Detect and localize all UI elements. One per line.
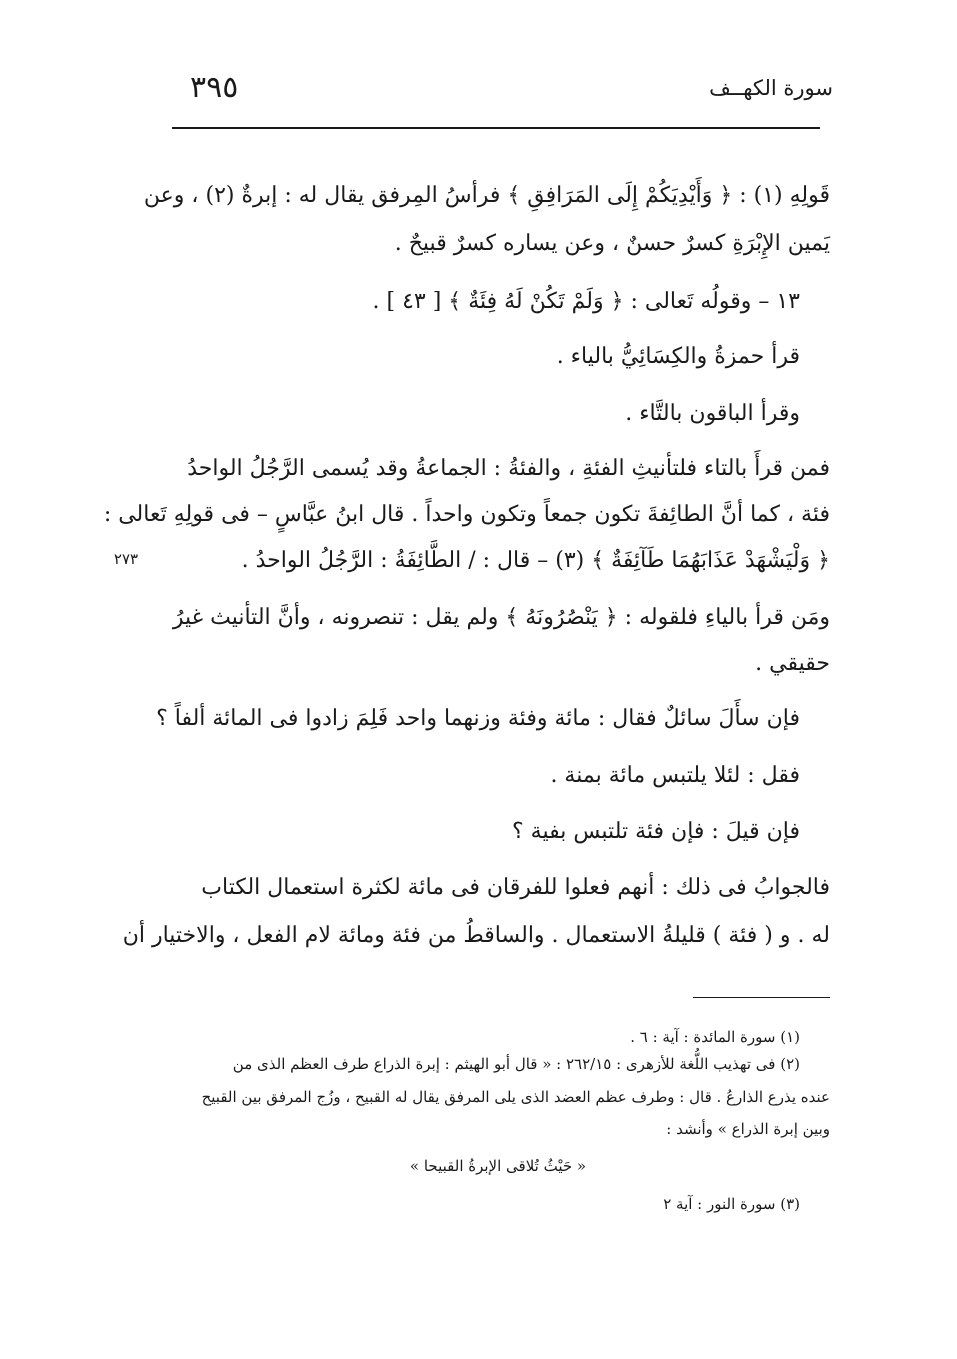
body-line-12: فقل : لئلا يلتبس مائة بمنة . [550, 763, 800, 788]
body-line-2: يَمين الإِبْرَةِ كسرٌ حسنٌ ، وعن يساره كسرٌ قبيحٌ . [394, 231, 830, 256]
body-line-14: فالجوابُ فى ذلك : أنهم فعلوا للفرقان فى مائة لكثرة استعمال الكتاب [201, 875, 830, 900]
footnote-rule [693, 997, 830, 998]
surah-title: سورة الكهــف [709, 76, 833, 100]
body-line-13: فإن قيلَ : فإن فئة تلتبس بفية ؟ [512, 819, 800, 844]
footnote-2-cont-1: عنده يذرع الذارعُ . قال : وطرف عظم العضد الذى يلى المرفق يقال له القبيح ، وزُج المرفق بين القبيح [201, 1088, 830, 1106]
header-rule [172, 127, 820, 129]
body-line-8: ﴿ وَلْيَشْهَدْ عَذَابَهُمَا طَآئِفَةٌ ﴾ (٣) – قال : / الطَّائِفَةُ : الرَّجُلُ الواحدُ . [241, 548, 830, 573]
footnote-1: (١) سورة المائدة : آية : ٦ . [630, 1028, 800, 1046]
body-line-1: قَولِهِ (١) : ﴿ وَأَيْدِيَكُمْ إِلَى المَرَافِقِ ﴾ فرأسُ المِرفق يقال له : إبرةٌ (٢) ، وعن [143, 183, 830, 208]
page-number: ٣٩٥ [190, 70, 239, 105]
body-line-11: فإن سأَلَ سائلٌ فقال : مائة وفئة وزنهما واحد فَلِمَ زادوا فى المائة ألفاً ؟ [156, 706, 800, 731]
body-line-3: ١٣ – وقولُه تَعالى : ﴿ وَلَمْ تَكُنْ لَهُ فِئَةٌ ﴾ [ ٤٣ ] . [372, 289, 800, 314]
margin-page-ref: ٢٧٣ [113, 550, 139, 568]
footnote-3: (٣) سورة النور : آية ٢ [663, 1195, 800, 1213]
body-line-10: حقيقي . [755, 651, 830, 676]
body-line-5: وقرأ الباقون بالتَّاء . [625, 401, 800, 426]
footnote-2-cont-2: وبين إبرة الذراع » وأنشد : [666, 1120, 830, 1138]
body-line-15: له . و ( فئة ) قليلةُ الاستعمال . والساقطُ من فئة ومائة لام الفعل ، والاختيار أن [122, 923, 830, 948]
body-line-7: فئة ، كما أنَّ الطائِفةَ تكون جمعاً وتكون واحداً . قال ابنُ عبَّاسٍ – فى قولِهِ تَعالى : [103, 502, 830, 527]
body-line-6: فمن قرأَ بالتاء فلتأنيثِ الفئةِ ، والفئةُ : الجماعةُ وقد يُسمى الرَّجُلُ الواحدُ [187, 456, 830, 481]
footnote-2: (٢) فى تهذيب اللُّغة للأزهرى : ٢٦٢/١٥ : « قال أبو الهيثم : إبرة الذراع طرف العظم الذى من [232, 1055, 800, 1073]
body-line-9: ومَن قرأ بالياءِ فلقوله : ﴿ يَنْصُرُونَهُ ﴾ ولم يقل : تنصرونه ، وأنَّ التأنيث غيرُ [172, 605, 830, 630]
body-line-4: قرأ حمزةُ والكِسَائِيُّ بالياء . [556, 344, 800, 369]
footnote-verse: « حَيْثُ تُلاقى الإبرةُ القبيحا » [409, 1157, 587, 1175]
